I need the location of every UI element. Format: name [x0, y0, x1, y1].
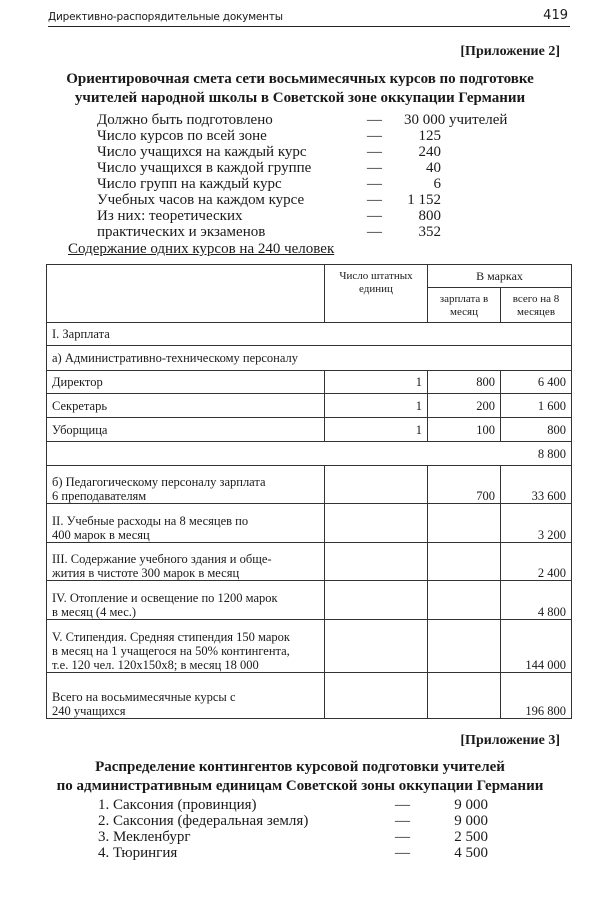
- cost-estimate-table: [46, 264, 572, 719]
- row-total: 33 600: [501, 466, 572, 504]
- region-label: 4. Тюрингия: [98, 845, 178, 861]
- row-label-line: III. Содержание учебного здания и обще-: [52, 552, 272, 566]
- row-label-line: 6 преподавателям: [52, 489, 147, 503]
- fact-label: практических и экзаменов: [97, 224, 266, 240]
- row-label-line: жития в чистоте 300 марок в месяц: [52, 566, 240, 580]
- contingent-distribution-list: [98, 797, 518, 861]
- region-dash: —: [395, 829, 410, 845]
- row-label: Уборщица: [47, 418, 325, 442]
- row-label: [47, 620, 325, 673]
- appendix-3-label: [Приложение 3]: [460, 733, 560, 748]
- region-row: [98, 813, 518, 829]
- row-label: [47, 504, 325, 543]
- table-row: [47, 323, 572, 346]
- row-total: 2 400: [501, 543, 572, 581]
- region-label: 2. Саксония (федеральная земля): [98, 813, 309, 829]
- row-label: [47, 673, 325, 719]
- fact-row: [97, 192, 517, 208]
- row-label-line: Всего на восьмимесячные курсы с: [52, 690, 236, 704]
- row-label-line: т.е. 120 чел. 120х150х8; в месяц 18 000: [52, 658, 259, 672]
- row-staff: [325, 581, 428, 620]
- row-total: 3 200: [501, 504, 572, 543]
- fact-dash: —: [367, 144, 382, 160]
- region-value: 2 500: [454, 829, 488, 845]
- region-value: 4 500: [454, 845, 488, 861]
- fact-dash: —: [367, 192, 382, 208]
- row-monthly: 800: [428, 371, 501, 394]
- fact-dash: —: [367, 160, 382, 176]
- row-monthly: [428, 504, 501, 543]
- table-row: [47, 466, 572, 504]
- appendix-2-label: [Приложение 2]: [460, 44, 560, 59]
- table-caption: Содержание одних курсов на 240 человек: [68, 241, 335, 257]
- fact-value: 1 152: [407, 192, 441, 208]
- region-dash: —: [395, 845, 410, 861]
- region-row: [98, 797, 518, 813]
- subtotal-admin: 8 800: [47, 442, 572, 466]
- row-total: 6 400: [501, 371, 572, 394]
- region-value: 9 000: [454, 797, 488, 813]
- fact-label: Число учащихся в каждой группе: [97, 160, 312, 176]
- appendix-3-title-line-1: Распределение контингентов курсовой подготовки учителей: [95, 759, 505, 775]
- appendix-2-title-line-2: учителей народной школы в Советской зоне оккупации Германии: [74, 90, 526, 106]
- row-label-line: II. Учебные расходы на 8 месяцев по: [52, 514, 249, 528]
- row-label-line: в месяц на 1 учащегося на 50% контингента,: [52, 644, 290, 658]
- fact-row: [97, 144, 517, 160]
- row-label: а) Административно-техническому персоналу: [47, 346, 572, 371]
- table-row: [47, 504, 572, 543]
- region-label: 1. Саксония (провинция): [98, 797, 257, 813]
- table-row: [47, 346, 572, 371]
- row-monthly: 200: [428, 394, 501, 418]
- fact-value: 240: [418, 144, 441, 160]
- row-label-line: IV. Отопление и освещение по 1200 марок: [52, 591, 278, 605]
- row-staff: [325, 543, 428, 581]
- row-label-line: V. Стипендия. Средняя стипендия 150 марок: [52, 630, 290, 644]
- row-label: I. Зарплата: [47, 323, 572, 346]
- row-total: 800: [501, 418, 572, 442]
- appendix-3-title: [0, 758, 600, 796]
- fact-row: [97, 112, 517, 128]
- fact-label: Число учащихся на каждый курс: [97, 144, 307, 160]
- header-total-8-months: всего на 8 месяцев: [501, 288, 572, 323]
- row-staff: 1: [325, 418, 428, 442]
- appendix-3-title-line-2: по административным единицам Советской зоны оккупации Германии: [56, 778, 544, 794]
- row-label: [47, 581, 325, 620]
- row-label-line: в месяц (4 мес.): [52, 605, 137, 619]
- region-value: 9 000: [454, 813, 488, 829]
- row-label-line: 400 марок в месяц: [52, 528, 150, 542]
- appendix-2-title-line-1: Ориентировочная смета сети восьмимесячных курсов по подготовке: [66, 71, 534, 87]
- fact-value: 125: [418, 128, 441, 144]
- region-row: [98, 845, 518, 861]
- appendix-2-title: [0, 70, 600, 108]
- fact-label: Должно быть подготовлено: [97, 112, 273, 128]
- fact-row: [97, 176, 517, 192]
- fact-row: [97, 224, 517, 240]
- fact-value: 800: [418, 208, 441, 224]
- row-staff: [325, 620, 428, 673]
- region-dash: —: [395, 797, 410, 813]
- row-label: Секретарь: [47, 394, 325, 418]
- fact-dash: —: [367, 128, 382, 144]
- row-staff: [325, 673, 428, 719]
- course-facts-list: [97, 112, 517, 240]
- table-subtotal-row: [47, 442, 572, 466]
- row-label-line: 240 учащихся: [52, 704, 126, 718]
- row-staff: 1: [325, 371, 428, 394]
- grand-total: 196 800: [501, 673, 572, 719]
- region-row: [98, 829, 518, 845]
- row-staff: 1: [325, 394, 428, 418]
- fact-dash: —: [367, 224, 382, 240]
- row-monthly: [428, 673, 501, 719]
- row-label-line: б) Педагогическому персоналу зарплата: [52, 475, 266, 489]
- row-total: 1 600: [501, 394, 572, 418]
- row-label: [47, 466, 325, 504]
- header-in-marks: В марках: [428, 265, 572, 288]
- table-row: [47, 371, 572, 394]
- fact-row: [97, 128, 517, 144]
- header-staff-units: Число штатных единиц: [325, 265, 428, 323]
- fact-row: [97, 160, 517, 176]
- fact-label: Число групп на каждый курс: [97, 176, 282, 192]
- table-row: [47, 394, 572, 418]
- table-row: [47, 543, 572, 581]
- row-label: [47, 543, 325, 581]
- header-empty-cell: [47, 265, 325, 323]
- row-total: 4 800: [501, 581, 572, 620]
- row-monthly: 700: [428, 466, 501, 504]
- row-monthly: [428, 581, 501, 620]
- running-head-title: Директивно-распорядительные документы: [48, 11, 283, 23]
- row-monthly: [428, 543, 501, 581]
- table-row: [47, 620, 572, 673]
- fact-value: 30 000 учителей: [404, 112, 508, 128]
- running-head: [48, 8, 570, 27]
- fact-label: Учебных часов на каждом курсе: [97, 192, 305, 208]
- row-staff: [325, 504, 428, 543]
- fact-value: 352: [418, 224, 441, 240]
- row-staff: [325, 466, 428, 504]
- fact-value: 6: [433, 176, 441, 192]
- header-salary-month: зарплата в месяц: [428, 288, 501, 323]
- fact-dash: —: [367, 208, 382, 224]
- fact-label: Число курсов по всей зоне: [97, 128, 267, 144]
- table-total-row: [47, 673, 572, 719]
- region-label: 3. Мекленбург: [98, 829, 191, 845]
- fact-row: [97, 208, 517, 224]
- row-total: 144 000: [501, 620, 572, 673]
- page-number: 419: [543, 8, 568, 23]
- row-monthly: 100: [428, 418, 501, 442]
- table-row: [47, 581, 572, 620]
- fact-dash: —: [367, 176, 382, 192]
- fact-value: 40: [426, 160, 441, 176]
- table-header-row: [47, 265, 572, 288]
- region-dash: —: [395, 813, 410, 829]
- fact-dash: —: [367, 112, 382, 128]
- table-row: [47, 418, 572, 442]
- row-label: Директор: [47, 371, 325, 394]
- row-monthly: [428, 620, 501, 673]
- fact-label: Из них: теоретических: [97, 208, 243, 224]
